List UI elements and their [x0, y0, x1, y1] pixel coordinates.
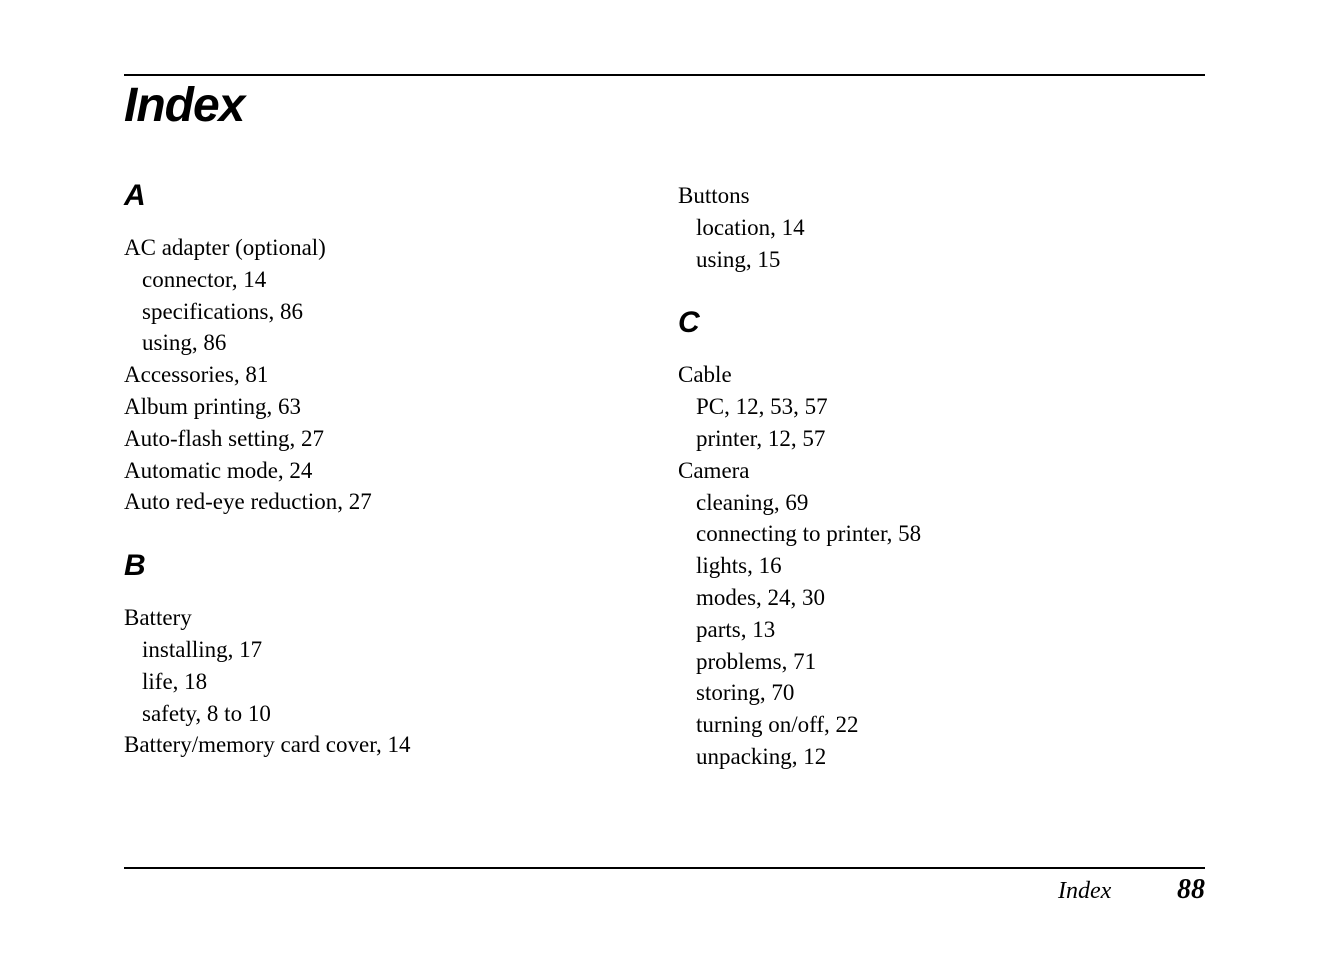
index-subentry: parts, 13 [696, 616, 776, 642]
index-subentry: using, 86 [142, 330, 227, 356]
index-subentry: connecting to printer, 58 [696, 521, 922, 547]
index-subentry: using, 15 [696, 246, 781, 272]
index-subentry: connector, 14 [142, 266, 267, 292]
page-title: Index [124, 79, 245, 132]
index-column-right [678, 180, 1198, 803]
index-subentry: location, 14 [696, 214, 805, 240]
index-section [678, 305, 1198, 772]
index-subentry: lights, 16 [696, 553, 782, 579]
index-subentry: problems, 71 [696, 648, 817, 674]
index-column-left [124, 178, 644, 791]
index-section [124, 178, 644, 518]
index-entry: Battery/memory card cover, 14 [124, 732, 411, 758]
index-subentry: safety, 8 to 10 [142, 700, 271, 726]
index-entry: Accessories, 81 [124, 362, 269, 388]
index-subentry: cleaning, 69 [696, 489, 809, 515]
index-entry: Auto red-eye reduction, 27 [124, 489, 372, 515]
index-section [678, 180, 1198, 275]
footer-rule [124, 867, 1205, 869]
footer-section-label: Index [1058, 878, 1112, 904]
index-subentry: specifications, 86 [142, 298, 303, 324]
index-subentry: PC, 12, 53, 57 [696, 394, 828, 420]
section-letter-heading: A [124, 179, 146, 212]
index-section [124, 548, 644, 761]
index-subentry: storing, 70 [696, 680, 795, 706]
index-subentry: installing, 17 [142, 636, 263, 662]
index-entry: Cable [678, 362, 732, 388]
section-letter-heading: C [678, 306, 700, 340]
section-letter-heading: B [124, 549, 146, 583]
index-entry: Camera [678, 457, 750, 483]
index-entry: Auto-flash setting, 27 [124, 425, 324, 451]
index-subentry: unpacking, 12 [696, 743, 827, 769]
index-subentry: life, 18 [142, 668, 208, 694]
index-subentry: modes, 24, 30 [696, 584, 826, 610]
index-entry: AC adapter (optional) [124, 235, 326, 260]
header-rule [124, 74, 1205, 76]
index-entry: Battery [124, 605, 192, 631]
index-entry: Automatic mode, 24 [124, 457, 313, 483]
index-entry: Album printing, 63 [124, 393, 301, 419]
page-number: 88 [1177, 874, 1205, 905]
index-subentry: turning on/off, 22 [696, 712, 859, 738]
index-subentry: printer, 12, 57 [696, 425, 826, 451]
index-entry: Buttons [678, 183, 750, 208]
